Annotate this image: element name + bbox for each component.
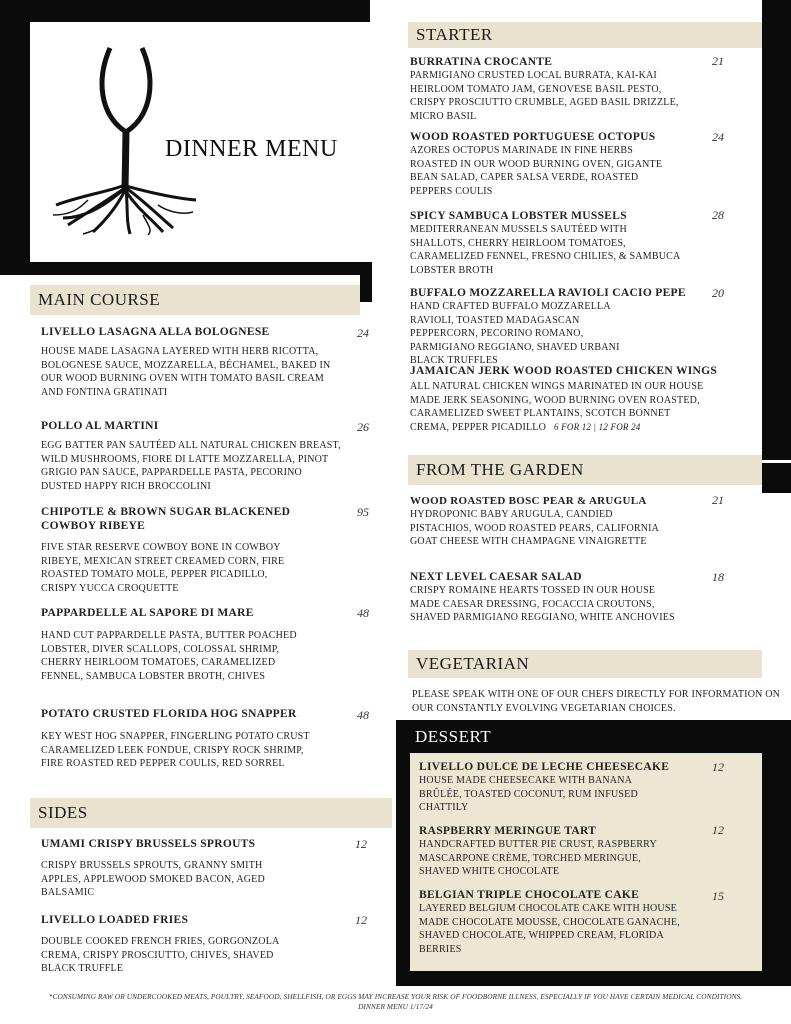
item-price: 12 bbox=[355, 837, 367, 851]
item-name: CHIPOTLE & BROWN SUGAR BLACKENED COWBOY RIBEYE bbox=[41, 506, 291, 532]
item-description: HYDROPONIC BABY ARUGULA, CANDIED PISTACHIOS, WOOD ROASTED PEARS, CALIFORNIA GOAT CHEESE WITH CHAMPAGNE VINAIGRETTE bbox=[410, 509, 659, 547]
item-name: POTATO CRUSTED FLORIDA HOG SNAPPER bbox=[41, 708, 297, 720]
item-name: SPICY SAMBUCA LOBSTER MUSSELS bbox=[410, 210, 627, 222]
item-description: MEDITERRANEAN MUSSELS SAUTÉED WITH SHALLOTS, CHERRY HEIRLOOM TOMATOES, CARAMELIZED FENNEL, FRESNO CHILIES, & SAMBUCA LOBSTER BROTH bbox=[410, 224, 680, 276]
section-header-dessert: DESSERT bbox=[415, 727, 492, 746]
item-description-text: ALL NATURAL CHICKEN WINGS MARINATED IN OUR HOUSE MADE JERK SEASONING, WOOD BURNING OVEN ROASTED, CARAMELIZED SWEET PLANTAINS, SCOTCH BONNET CREMA, PEPPER PICADILLO bbox=[410, 381, 704, 433]
section-header-starter: STARTER bbox=[408, 22, 762, 48]
item-price: 28 bbox=[712, 208, 724, 222]
item-description: CRISPY ROMAINE HEARTS TOSSED IN OUR HOUSE MADE CAESAR DRESSING, FOCACCIA CROUTONS, SHAVED PARMIGIANO REGGIANO, WHITE ANCHOVIES bbox=[410, 585, 675, 623]
item-price: 15 bbox=[712, 889, 724, 903]
frame-right-top bbox=[762, 0, 791, 460]
menu-item-burratina bbox=[410, 55, 680, 123]
item-price: 48 bbox=[357, 708, 369, 722]
section-header-garden: FROM THE GARDEN bbox=[408, 455, 762, 485]
item-description bbox=[410, 380, 710, 434]
item-price: 24 bbox=[712, 130, 724, 144]
frame-logo-bottom bbox=[0, 262, 360, 275]
section-header-vegetarian: VEGETARIAN bbox=[408, 650, 762, 678]
menu-title: DINNER MENU bbox=[165, 136, 338, 162]
item-name: BUFFALO MOZZARELLA RAVIOLI CACIO PEPE bbox=[410, 287, 686, 299]
menu-item-pappardelle bbox=[41, 606, 321, 683]
menu-item-ribeye bbox=[41, 505, 321, 595]
item-name: RASPBERRY MERINGUE TART bbox=[419, 825, 597, 837]
menu-item-hog-snapper bbox=[41, 707, 341, 771]
item-name: WOOD ROASTED PORTUGUESE OCTOPUS bbox=[410, 131, 656, 143]
item-description: AZORES OCTOPUS MARINADE IN FINE HERBS ROASTED IN OUR WOOD BURNING OVEN, GIGANTE BEAN SALAD, CAPER SALSA VERDE, ROASTED PEPPERS COULIS bbox=[410, 145, 663, 197]
item-name: NEXT LEVEL CAESAR SALAD bbox=[410, 571, 582, 583]
menu-item-meringue-tart bbox=[419, 824, 719, 879]
menu-item-brussels bbox=[41, 837, 341, 900]
menu-item-mussels bbox=[410, 209, 680, 277]
item-price: 48 bbox=[357, 606, 369, 620]
menu-item-ravioli bbox=[410, 286, 710, 368]
item-price: 21 bbox=[712, 493, 724, 507]
item-name: PAPPARDELLE AL SAPORE DI MARE bbox=[41, 607, 254, 619]
frame-left-bar bbox=[0, 0, 30, 275]
item-price: 21 bbox=[712, 54, 724, 68]
item-description: HOUSE MADE LASAGNA LAYERED WITH HERB RICOTTA, BOLOGNESE SAUCE, MOZZARELLA, BÉCHAMEL, BAKED IN OUR WOOD BURNING OVEN WITH TOMATO BASIL CREAM AND FONTINA GRATINATI bbox=[41, 346, 331, 398]
item-description: HAND CRAFTED BUFFALO MOZZARELLA RAVIOLI, TOASTED MADAGASCAN PEPPERCORN, PECORINO ROMANO, PARMIGIANO REGGIANO, SHAVED URBANI BLACK TRUFFLES bbox=[410, 301, 620, 366]
item-description: EGG BATTER PAN SAUTÉED ALL NATURAL CHICKEN BREAST, WILD MUSHROOMS, FIORE DI LATTE MOZZARELLA, PINOT GRIGIO PAN SAUCE, PAPPARDELLE PASTA, PECORINO DUSTED HAPPY RICH BROCCOLINI bbox=[41, 440, 341, 492]
footer-disclaimer: *CONSUMING RAW OR UNDERCOOKED MEATS, POULTRY, SEAFOOD, SHELLFISH, OR EGGS MAY INCREASE YOUR RISK OF FOODBORNE ILLNESS, ESPECIALLY IF YOU HAVE CERTAIN MEDICAL CONDITIONS. DINNER MENU 1/17/24 bbox=[48, 992, 743, 1011]
item-description: PARMIGIANO CRUSTED LOCAL BURRATA, KAI-KAI HEIRLOOM TOMATO JAM, GENOVESE BASIL PESTO, CRISPY PROSCIUTTO CRUMBLE, AGED BASIL DRIZZLE, MICRO BASIL bbox=[410, 70, 679, 122]
item-price: 18 bbox=[712, 570, 724, 584]
menu-item-cheesecake bbox=[419, 760, 719, 815]
item-price: 20 bbox=[712, 286, 724, 300]
menu-item-fries bbox=[41, 913, 341, 976]
section-header-main-course: MAIN COURSE bbox=[30, 285, 360, 315]
frame-main-right bbox=[360, 262, 372, 302]
item-price: 12 bbox=[712, 823, 724, 837]
item-name: POLLO AL MARTINI bbox=[41, 420, 159, 432]
item-name: WOOD ROASTED BOSC PEAR & ARUGULA bbox=[410, 495, 647, 507]
item-description: HOUSE MADE CHEESECAKE WITH BANANA BRÛLÉE, TOASTED COCONUT, RUM INFUSED CHATTILY bbox=[419, 775, 638, 813]
menu-item-chocolate-cake bbox=[419, 888, 719, 956]
menu-item-octopus bbox=[410, 130, 680, 198]
menu-item-caesar bbox=[410, 570, 680, 625]
item-price: 24 bbox=[357, 326, 369, 340]
item-description: HAND CUT PAPPARDELLE PASTA, BUTTER POACHED LOBSTER, DIVER SCALLOPS, COLOSSAL SHRIMP, CHERRY HEIRLOOM TOMATOES, CARAMELIZED FENNEL, SAMBUCA LOBSTER BROTH, CHIVES bbox=[41, 630, 297, 682]
item-description: DOUBLE COOKED FRENCH FRIES, GORGONZOLA CREMA, CRISPY PROSCIUTTO, CHIVES, SHAVED BLACK TRUFFLE bbox=[41, 936, 279, 974]
menu-item-pear-arugula bbox=[410, 494, 670, 549]
item-description: FIVE STAR RESERVE COWBOY BONE IN COWBOY RIBEYE, MEXICAN STREET CREAMED CORN, FIRE ROASTED TOMATO MOLE, PEPPER PICADILLO, CRISPY YUCCA CROQUETTE bbox=[41, 542, 285, 594]
item-name: UMAMI CRISPY BRUSSELS SPROUTS bbox=[41, 838, 256, 850]
item-name: LIVELLO DULCE DE LECHE CHEESECAKE bbox=[419, 761, 670, 773]
section-header-sides: SIDES bbox=[30, 798, 392, 828]
item-price: 26 bbox=[357, 420, 369, 434]
item-description: LAYERED BELGIUM CHOCOLATE CAKE WITH HOUSE MADE CHOCOLATE MOUSSE, CHOCOLATE GANACHE, SHAVED CHOCOLATE, WHIPPED CREAM, FLORIDA BERRIES bbox=[419, 903, 680, 955]
menu-item-pollo bbox=[41, 419, 341, 493]
item-price: 12 bbox=[712, 760, 724, 774]
menu-item-lasagna bbox=[41, 325, 341, 399]
item-description: CRISPY BRUSSELS SPROUTS, GRANNY SMITH APPLES, APPLEWOOD SMOKED BACON, AGED BALSAMIC bbox=[41, 860, 265, 898]
item-name: BURRATINA CROCANTE bbox=[410, 56, 553, 68]
vegetarian-note: PLEASE SPEAK WITH ONE OF OUR CHEFS DIRECTLY FOR INFORMATION ON OUR CONSTANTLY EVOLVING VEGETARIAN CHOICES. bbox=[412, 689, 781, 714]
item-price: 95 bbox=[357, 505, 369, 519]
menu-item-chicken-wings bbox=[410, 364, 760, 434]
item-description: HANDCRAFTED BUTTER PIE CRUST, RASPBERRY MASCARPONE CRÈME, TORCHED MERINGUE, SHAVED WHITE CHOCOLATE bbox=[419, 839, 657, 877]
frame-top-left bbox=[0, 0, 370, 22]
item-price: 12 bbox=[355, 913, 367, 927]
item-options: 6 FOR 12 | 12 FOR 24 bbox=[554, 421, 641, 432]
item-name: JAMAICAN JERK WOOD ROASTED CHICKEN WINGS bbox=[410, 365, 718, 377]
frame-right-bottom bbox=[762, 463, 791, 493]
item-name: LIVELLO LOADED FRIES bbox=[41, 914, 189, 926]
item-name: BELGIAN TRIPLE CHOCOLATE CAKE bbox=[419, 889, 640, 901]
item-description: KEY WEST HOG SNAPPER, FINGERLING POTATO CRUST CARAMELIZED LEEK FONDUE, CRISPY ROCK SHRIMP, FIRE ROASTED RED PEPPER COULIS, RED SORREL bbox=[41, 731, 310, 769]
item-name: LIVELLO LASAGNA ALLA BOLOGNESE bbox=[41, 326, 270, 338]
